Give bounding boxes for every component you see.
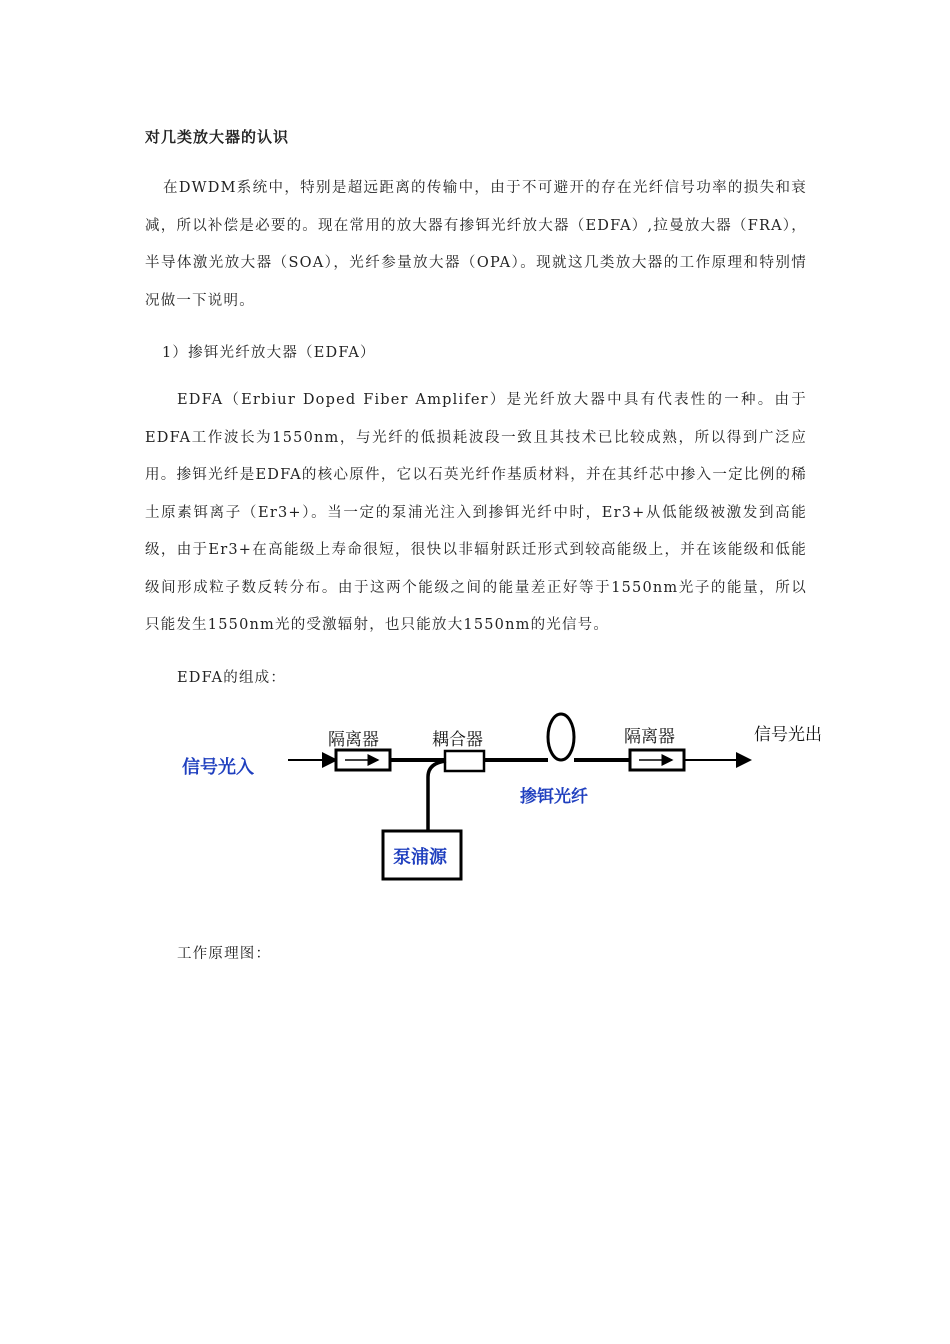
document-title: 对几类放大器的认识	[145, 128, 290, 146]
edfa-composition-label: EDFA的组成：	[177, 670, 287, 686]
erbium-fiber-coil	[548, 714, 574, 760]
signal-in-label: 信号光入	[182, 757, 254, 778]
pump-fiber	[428, 761, 446, 831]
erbium-fiber-label: 掺铒光纤	[520, 787, 588, 807]
signal-out-label: 信号光出	[754, 725, 822, 745]
work-principle-label: 工作原理图：	[177, 946, 272, 962]
coupler-label: 耦合器	[432, 730, 483, 750]
isolator-1-label: 隔离器	[328, 730, 379, 750]
edfa-description-paragraph: EDFA（Erbiur Doped Fiber Amplifer）是光纤放大器中具有代表性的一种。由于EDFA工作波长为1550nm，与光纤的低损耗波段一致且其技术已比较成熟，所以得到广泛应用。掺铒光纤是EDFA的核心原件，它以石英光纤作基质材料，并在其纤芯中掺入一定比例的稀土原素铒离子（Er3+）。当一定的泵浦光注入到掺铒光纤中时，Er3+从低能级被激发到高能级，由于Er3+在高能级上寿命很短，很快以非辐射跃迁形式到较高能级上，并在该能级和低能级间形成粒子数反转分布。由于这两个能级之间的能量差正好等于1550nm光子的能量，所以只能发生1550nm光的受激辐射，也只能放大1550nm的光信号。	[145, 392, 807, 633]
isolator-2-label: 隔离器	[624, 727, 675, 747]
edfa-composition-diagram	[170, 705, 840, 890]
intro-paragraph: 在DWDM系统中，特别是超远距离的传输中，由于不可避开的存在光纤信号功率的损失和衰减，所以补偿是必要的。现在常用的放大器有掺铒光纤放大器（EDFA）,拉曼放大器（FRA），半导体激光放大器（SOA），光纤参量放大器（OPA）。现就这几类放大器的工作原理和特别情况做一下说明。	[145, 180, 807, 309]
section-heading-edfa: 1）掺铒光纤放大器（EDFA）	[162, 345, 376, 361]
pump-source-label: 泵浦源	[393, 847, 447, 868]
coupler-box	[445, 751, 484, 771]
